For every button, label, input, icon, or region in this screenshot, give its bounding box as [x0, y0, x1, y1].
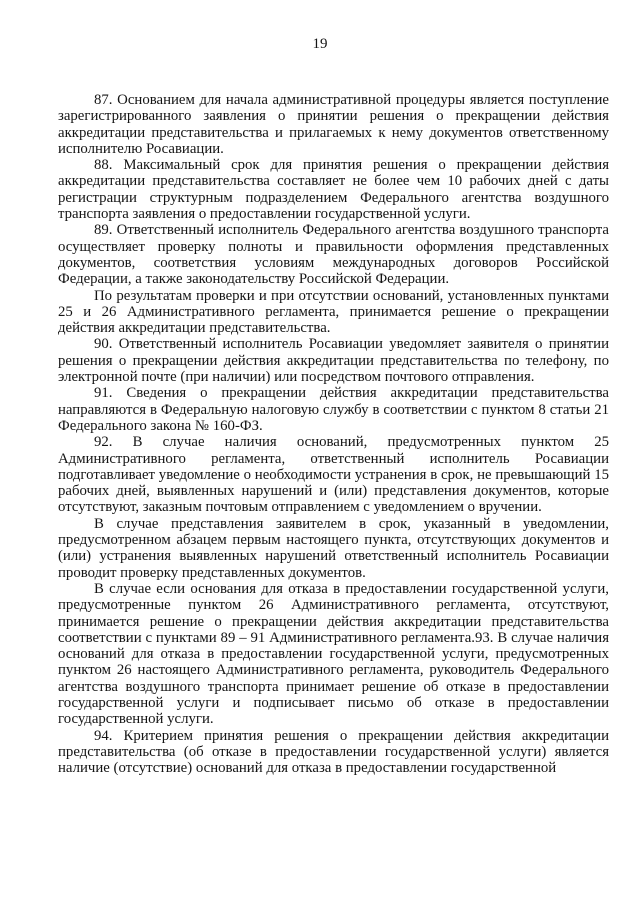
paragraph-92: 92. В случае наличия оснований, предусмотренных пунктом 25 Административного регламента, ответственный исполнитель Росавиации подготавливает уведомление о необходимости устранения в срок, не превышающий 15 рабочих дней, выявленных нарушений и (или) представления документов, которые отсутствуют, заказным почтовым отправлением с уведомлением о вручении. [58, 434, 609, 516]
paragraph-92-third-93: В случае если основания для отказа в предоставлении государственной услуги, предусмотренные пунктом 26 Административного регламента, отсутствуют, принимается решение о прекращении действия аккредитации представительства соответствии с пунктами 89 – 91 Административного регламента.93. В случае наличия оснований для отказа в предоставлении государственной услуги, предусмотренных пунктом 26 настоящего Административного регламента, руководитель Федерального агентства воздушного транспорта принимает решение об отказе в предоставлении государственной услуги и подписывает письмо об отказе в предоставлении государственной услуги. [58, 580, 609, 728]
document-body [58, 92, 609, 776]
paragraph-92-second: В случае представления заявителем в срок, указанный в уведомлении, предусмотренном абзацем первым настоящего пункта, отсутствующих документов и (или) устранения выявленных нарушений ответственный исполнитель Росавиации проводит проверку представленных документов. [58, 515, 609, 581]
page-number: 19 [312, 36, 328, 52]
paragraph-94: 94. Критерием принятия решения о прекращении действия аккредитации представительства (об отказе в предоставлении государственной услуги) является наличие (отсутствие) оснований для отказа в предоставлении государственной [58, 727, 609, 777]
paragraph-90: 90. Ответственный исполнитель Росавиации уведомляет заявителя о принятии решения о прекращении действия аккредитации представительства по телефону, по электронной почте (при наличии) или посредством почтового отправления. [58, 336, 609, 386]
paragraph-89: 89. Ответственный исполнитель Федерального агентства воздушного транспорта осуществляет проверку полноты и правильности оформления представленных документов, соответствия условиям международных договоров Российской Федерации, а также законодательству Российской Федерации. [58, 222, 609, 288]
paragraph-91: 91. Сведения о прекращении действия аккредитации представительства направляются в Федеральную налоговую службу в соответствии с пунктом 8 статьи 21 Федерального закона № 160-ФЗ. [58, 385, 609, 434]
paragraph-89-result: По результатам проверки и при отсутствии оснований, установленных пунктами 25 и 26 Административного регламента, принимается решение о прекращении действия аккредитации представительства. [58, 287, 609, 337]
paragraph-88: 88. Максимальный срок для принятия решения о прекращении действия аккредитации представительства составляет не более чем 10 рабочих дней с даты регистрации структурным подразделением Федерального агентства воздушного транспорта заявления о предоставлении государственной услуги. [58, 157, 609, 223]
paragraph-87: 87. Основанием для начала административной процедуры является поступление зарегистрированного заявления о принятии решения о прекращении действия аккредитации представительства и прилагаемых к нему документов ответственному исполнителю Росавиации. [58, 92, 609, 157]
